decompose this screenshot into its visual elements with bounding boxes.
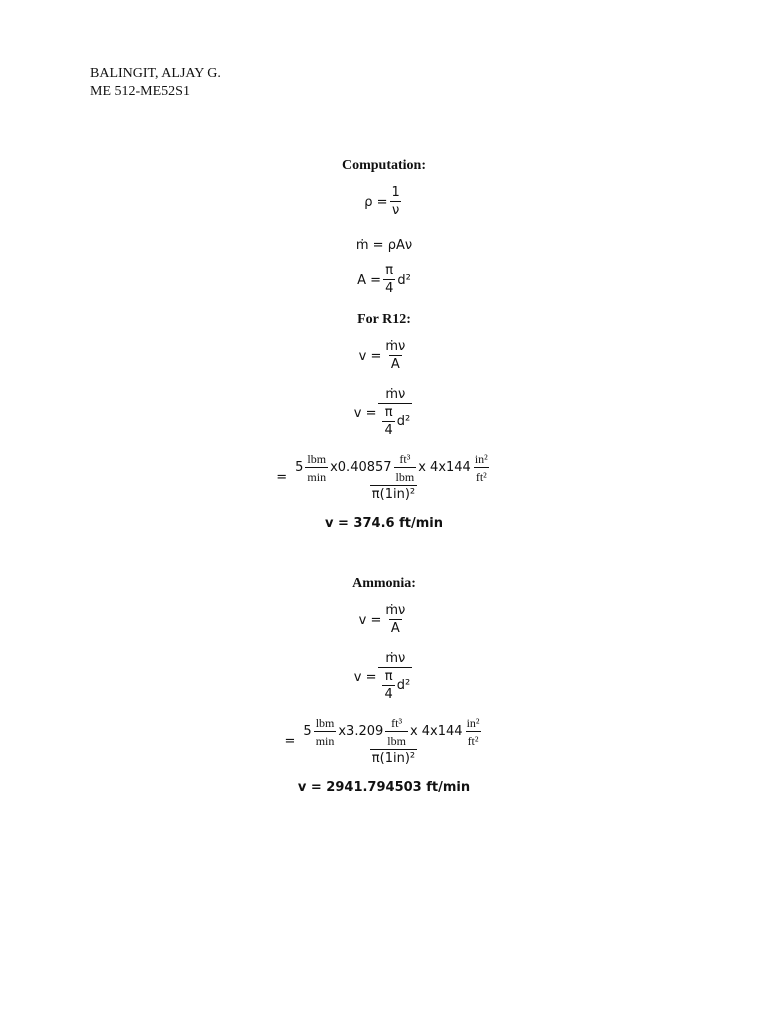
density-denominator: ν (392, 203, 400, 218)
density-fraction (390, 186, 402, 218)
computation-heading: Computation: (341, 158, 426, 173)
area-denominator: 4 (385, 281, 394, 296)
r12-sub-unit3-den: ft² (474, 467, 489, 484)
ammonia-eq1-fraction (383, 604, 407, 636)
r12-result-text: v = 374.6 ft/min (325, 516, 443, 531)
area-numerator: π (385, 263, 394, 278)
r12-sub-unit1-den: min (305, 467, 328, 484)
ammonia-eq2-numerator: ṁν (385, 651, 406, 666)
course-code: ME 512-ME52S1 (90, 84, 190, 99)
ammonia-sub-unit3-num: in² (466, 716, 480, 730)
ammonia-eq2-denominator (378, 667, 412, 702)
ammonia-sub-unit2-num: ft³ (391, 716, 403, 730)
ammonia-heading: Ammonia: (352, 576, 416, 591)
ammonia-sub-unit2-den: lbm (385, 731, 408, 748)
r12-eq1-lhs: v = (358, 348, 382, 364)
density-equation (0, 186, 768, 218)
ammonia-eq1-lhs: v = (358, 612, 382, 628)
ammonia-sub-tail: x 4x144 (409, 724, 463, 739)
r12-sub-unit2 (394, 452, 417, 484)
ammonia-substitution (0, 716, 768, 766)
ammonia-velocity-equation (0, 604, 768, 636)
r12-sub-equals: = (276, 469, 288, 485)
r12-eq2-fraction (378, 388, 412, 438)
r12-heading: For R12: (357, 312, 411, 327)
ammonia-sub-denominator: π(1in)² (371, 751, 416, 766)
area-rhs: d² (397, 272, 411, 288)
r12-substitution (0, 452, 768, 502)
r12-sub-fraction (293, 452, 494, 502)
ammonia-sub-unit3-den: ft² (466, 731, 481, 748)
ammonia-eq2-lhs: v = (353, 669, 377, 685)
r12-sub-coef: 5 (295, 460, 304, 475)
r12-eq2-four: 4 (384, 423, 393, 438)
r12-sub-unit2-num: ft³ (399, 452, 411, 466)
ammonia-sub-equals: = (284, 733, 296, 749)
ammonia-sub-fraction (301, 716, 485, 766)
r12-eq1-denominator: A (390, 357, 400, 372)
density-numerator: 1 (391, 185, 400, 200)
ammonia-result (0, 780, 768, 795)
ammonia-sub-unit1-num: lbm (315, 716, 335, 730)
mass-flow-equation (0, 238, 768, 253)
r12-eq2-d2: d² (396, 414, 411, 429)
ammonia-velocity-area-equation (0, 652, 768, 702)
r12-eq1-numerator: ṁν (385, 339, 406, 354)
r12-sub-unit1 (305, 452, 328, 484)
ammonia-sub-numerator (301, 716, 485, 749)
student-header (90, 65, 221, 101)
ammonia-result-text: v = 2941.794503 ft/min (297, 780, 471, 795)
r12-sub-unit1-num: lbm (307, 452, 327, 466)
ammonia-sub-unit1-den: min (314, 731, 337, 748)
r12-sub-unit3 (473, 452, 490, 484)
area-lhs: A = (357, 272, 382, 288)
r12-eq2-pi: π (384, 405, 393, 420)
r12-sub-numerator (293, 452, 494, 485)
r12-sub-tail: x 4x144 (418, 460, 471, 475)
r12-sub-mid: x0.40857 (330, 460, 392, 475)
r12-velocity-equation (0, 340, 768, 372)
ammonia-eq1-denominator: A (390, 621, 400, 636)
area-equation (0, 264, 768, 296)
r12-sub-unit2-den: lbm (394, 467, 417, 484)
ammonia-sub-mid: x3.209 (338, 724, 384, 739)
r12-result (0, 516, 768, 531)
r12-eq2-pi-fraction (382, 406, 394, 438)
ammonia-eq2-d2: d² (396, 678, 411, 693)
r12-sub-unit3-num: in² (474, 452, 488, 466)
r12-eq2-lhs: v = (353, 405, 377, 421)
ammonia-eq2-pi: π (384, 669, 393, 684)
r12-eq2-numerator: ṁν (385, 387, 406, 402)
ammonia-sub-unit2 (385, 716, 408, 748)
student-name: BALINGIT, ALJAY G. (90, 66, 221, 81)
ammonia-sub-coef: 5 (303, 724, 312, 739)
ammonia-sub-unit3 (465, 716, 482, 748)
ammonia-eq2-four: 4 (384, 687, 393, 702)
r12-sub-denominator: π(1in)² (371, 487, 416, 502)
density-lhs: ρ = (364, 194, 388, 210)
ammonia-eq1-numerator: ṁν (385, 603, 406, 618)
ammonia-eq2-fraction (378, 652, 412, 702)
r12-eq1-fraction (383, 340, 407, 372)
ammonia-sub-unit1 (314, 716, 337, 748)
area-fraction (383, 264, 395, 296)
mass-flow-text: ṁ = ρAν (355, 238, 413, 253)
r12-eq2-denominator (378, 403, 412, 438)
ammonia-eq2-pi-fraction (382, 670, 394, 702)
r12-velocity-area-equation (0, 388, 768, 438)
